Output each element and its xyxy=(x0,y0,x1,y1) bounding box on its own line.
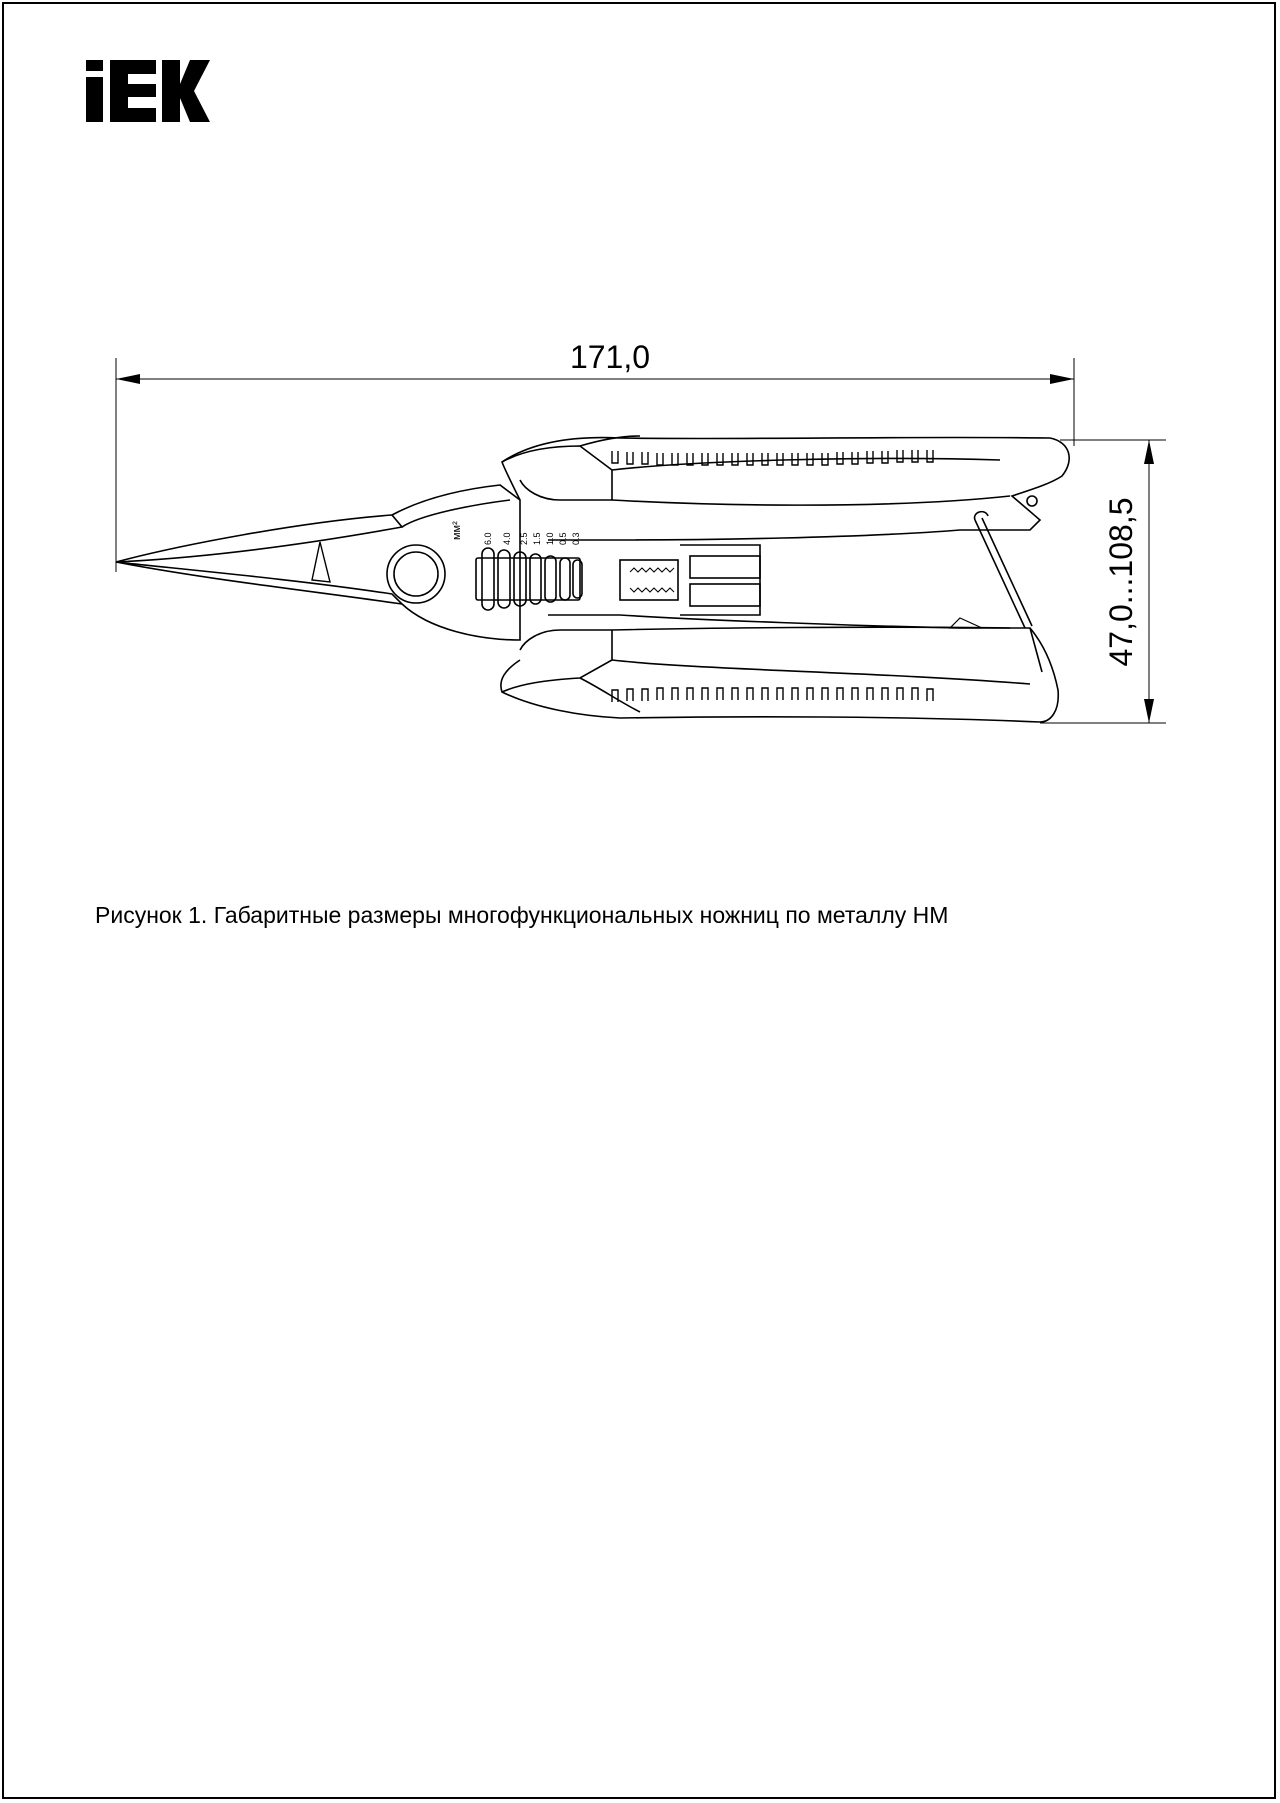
wire-gauge-labels xyxy=(451,521,581,545)
lower-handle xyxy=(501,512,1058,722)
figure-caption: Рисунок 1. Габаритные размеры многофункциональных ножниц по металлу НМ xyxy=(95,902,949,928)
crimp-section xyxy=(620,545,760,615)
gauge-size: 4.0 xyxy=(502,532,512,545)
gauge-unit: мм² xyxy=(451,521,463,540)
shears-drawing xyxy=(0,0,1280,900)
gauge-size: 1.0 xyxy=(545,532,555,545)
height-dimension xyxy=(1040,440,1166,723)
lower-grip-ribs xyxy=(612,688,933,702)
gauge-size: 0.3 xyxy=(571,532,581,545)
length-dimension xyxy=(116,339,1074,572)
height-value: 47,0...108,5 xyxy=(1103,497,1139,667)
gauge-size: 1.5 xyxy=(532,532,542,545)
gauge-size: 0.5 xyxy=(558,532,568,545)
gauge-size: 6.0 xyxy=(483,532,493,545)
gauge-size: 2.5 xyxy=(519,532,529,545)
pivot-screw xyxy=(387,545,445,603)
blade xyxy=(116,485,520,640)
length-value: 171,0 xyxy=(569,339,651,375)
upper-grip-ribs xyxy=(612,450,933,465)
stripping-notches xyxy=(476,548,582,610)
